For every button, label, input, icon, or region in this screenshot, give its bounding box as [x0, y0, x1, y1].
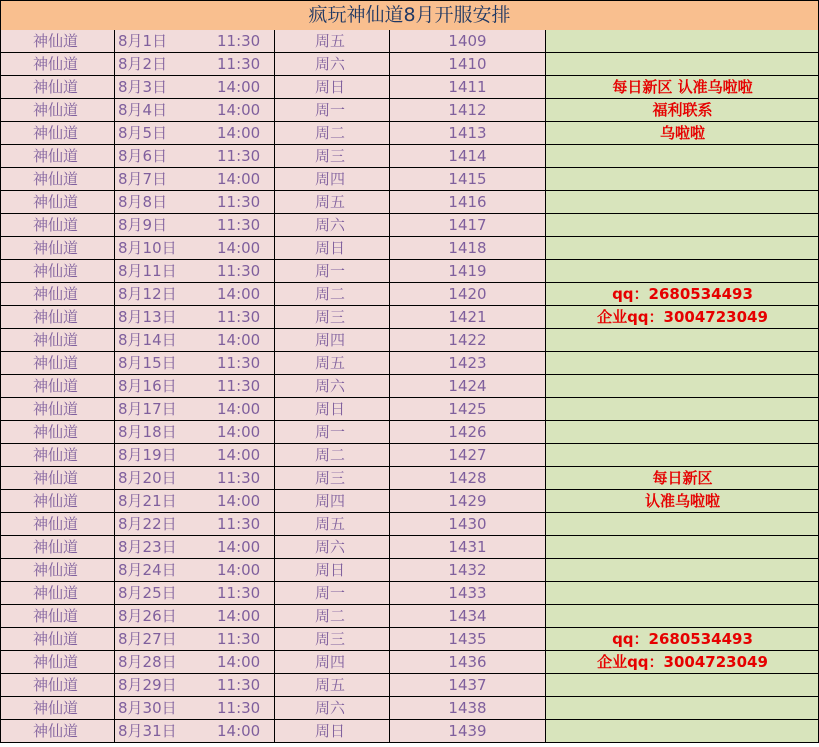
server-cell[interactable]: 1419 [390, 260, 546, 283]
sheet-title: 疯玩神仙道8月开服安排 [0, 0, 819, 30]
date-text: 8月1日 [118, 32, 168, 50]
date-text: 8月30日 [118, 699, 177, 717]
server-cell[interactable]: 1423 [390, 352, 546, 375]
date-text: 8月26日 [118, 607, 177, 625]
table-row [0, 30, 819, 53]
weekday-cell[interactable]: 周六 [275, 214, 390, 237]
table-row [0, 720, 819, 743]
date-time-cell[interactable] [115, 467, 275, 490]
date-time-cell[interactable] [115, 651, 275, 674]
game-cell[interactable]: 神仙道 [0, 329, 115, 352]
game-cell[interactable]: 神仙道 [0, 444, 115, 467]
date-time-cell[interactable] [115, 122, 275, 145]
date-time-cell[interactable] [115, 398, 275, 421]
date-time-cell[interactable] [115, 168, 275, 191]
date-text: 8月28日 [118, 653, 177, 671]
server-cell[interactable]: 1436 [390, 651, 546, 674]
table-row [0, 697, 819, 720]
server-cell[interactable]: 1431 [390, 536, 546, 559]
game-cell[interactable]: 神仙道 [0, 214, 115, 237]
time-text: 14:00 [217, 124, 261, 142]
server-cell[interactable]: 1417 [390, 214, 546, 237]
time-text: 11:30 [217, 699, 261, 717]
game-cell[interactable]: 神仙道 [0, 651, 115, 674]
weekday-cell[interactable]: 周五 [275, 513, 390, 536]
date-time-cell[interactable] [115, 720, 275, 743]
game-cell[interactable]: 神仙道 [0, 674, 115, 697]
date-text: 8月10日 [118, 239, 177, 257]
weekday-cell[interactable]: 周五 [275, 191, 390, 214]
date-time-cell[interactable] [115, 30, 275, 53]
notes-cell[interactable] [546, 329, 819, 352]
time-text: 11:30 [217, 55, 261, 73]
table-row [0, 559, 819, 582]
time-text: 11:30 [217, 584, 261, 602]
weekday-cell[interactable]: 周六 [275, 53, 390, 76]
table-row [0, 329, 819, 352]
date-time-cell[interactable] [115, 76, 275, 99]
game-cell[interactable]: 神仙道 [0, 697, 115, 720]
time-text: 14:00 [217, 492, 261, 510]
notes-cell[interactable] [546, 444, 819, 467]
time-text: 14:00 [217, 446, 261, 464]
time-text: 14:00 [217, 285, 261, 303]
weekday-cell[interactable]: 周一 [275, 582, 390, 605]
weekday-cell[interactable]: 周四 [275, 490, 390, 513]
notes-cell[interactable] [546, 697, 819, 720]
note-text: 企业qq：3004723049 [597, 653, 768, 671]
weekday-cell[interactable]: 周一 [275, 421, 390, 444]
game-cell[interactable]: 神仙道 [0, 513, 115, 536]
server-cell[interactable]: 1439 [390, 720, 546, 743]
time-text: 14:00 [217, 239, 261, 257]
server-cell[interactable]: 1437 [390, 674, 546, 697]
table-row [0, 536, 819, 559]
game-cell[interactable]: 神仙道 [0, 490, 115, 513]
weekday-cell[interactable]: 周五 [275, 352, 390, 375]
weekday-cell[interactable]: 周六 [275, 697, 390, 720]
notes-cell[interactable] [546, 720, 819, 743]
server-cell[interactable]: 1438 [390, 697, 546, 720]
date-time-cell[interactable] [115, 582, 275, 605]
date-text: 8月16日 [118, 377, 177, 395]
server-cell[interactable]: 1409 [390, 30, 546, 53]
server-cell[interactable]: 1420 [390, 283, 546, 306]
date-time-cell[interactable] [115, 329, 275, 352]
date-text: 8月15日 [118, 354, 177, 372]
table-row [0, 352, 819, 375]
weekday-cell[interactable]: 周五 [275, 30, 390, 53]
weekday-cell[interactable]: 周三 [275, 306, 390, 329]
date-time-cell[interactable] [115, 605, 275, 628]
table-row [0, 605, 819, 628]
note-text: qq：2680534493 [612, 285, 753, 303]
table-row [0, 582, 819, 605]
date-time-cell[interactable] [115, 352, 275, 375]
server-cell[interactable]: 1414 [390, 145, 546, 168]
server-cell[interactable]: 1426 [390, 421, 546, 444]
notes-cell[interactable] [546, 559, 819, 582]
time-text: 11:30 [217, 262, 261, 280]
date-text: 8月29日 [118, 676, 177, 694]
notes-cell[interactable] [546, 260, 819, 283]
game-cell[interactable]: 神仙道 [0, 191, 115, 214]
server-cell[interactable]: 1424 [390, 375, 546, 398]
time-text: 11:30 [217, 469, 261, 487]
server-cell[interactable]: 1429 [390, 490, 546, 513]
weekday-cell[interactable]: 周日 [275, 398, 390, 421]
server-cell[interactable]: 1415 [390, 168, 546, 191]
game-cell[interactable]: 神仙道 [0, 306, 115, 329]
date-text: 8月14日 [118, 331, 177, 349]
table-row [0, 260, 819, 283]
game-cell[interactable]: 神仙道 [0, 628, 115, 651]
date-time-cell[interactable] [115, 697, 275, 720]
date-time-cell[interactable] [115, 214, 275, 237]
notes-cell[interactable] [546, 168, 819, 191]
weekday-cell[interactable]: 周日 [275, 559, 390, 582]
date-text: 8月20日 [118, 469, 177, 487]
date-time-cell[interactable] [115, 536, 275, 559]
date-time-cell[interactable] [115, 674, 275, 697]
time-text: 14:00 [217, 101, 261, 119]
time-text: 14:00 [217, 331, 261, 349]
date-time-cell[interactable] [115, 53, 275, 76]
time-text: 11:30 [217, 515, 261, 533]
game-cell[interactable]: 神仙道 [0, 375, 115, 398]
server-cell[interactable]: 1410 [390, 53, 546, 76]
note-text: 企业qq：3004723049 [597, 308, 768, 326]
date-text: 8月8日 [118, 193, 168, 211]
table-row [0, 513, 819, 536]
time-text: 11:30 [217, 147, 261, 165]
server-cell[interactable]: 1412 [390, 99, 546, 122]
game-cell[interactable]: 神仙道 [0, 720, 115, 743]
date-time-cell[interactable] [115, 99, 275, 122]
game-cell[interactable]: 神仙道 [0, 237, 115, 260]
game-cell[interactable]: 神仙道 [0, 352, 115, 375]
weekday-cell[interactable]: 周三 [275, 628, 390, 651]
game-cell[interactable]: 神仙道 [0, 398, 115, 421]
table-row [0, 421, 819, 444]
date-text: 8月2日 [118, 55, 168, 73]
time-text: 14:00 [217, 400, 261, 418]
time-text: 11:30 [217, 354, 261, 372]
date-time-cell[interactable] [115, 628, 275, 651]
server-cell[interactable]: 1411 [390, 76, 546, 99]
notes-cell[interactable] [546, 352, 819, 375]
date-time-cell[interactable] [115, 237, 275, 260]
server-cell[interactable]: 1428 [390, 467, 546, 490]
date-text: 8月19日 [118, 446, 177, 464]
table-row [0, 375, 819, 398]
note-text: qq：2680534493 [612, 630, 753, 648]
server-cell[interactable]: 1413 [390, 122, 546, 145]
game-cell[interactable]: 神仙道 [0, 421, 115, 444]
weekday-cell[interactable]: 周一 [275, 99, 390, 122]
date-text: 8月24日 [118, 561, 177, 579]
date-time-cell[interactable] [115, 559, 275, 582]
game-cell[interactable]: 神仙道 [0, 605, 115, 628]
notes-cell[interactable] [546, 191, 819, 214]
game-cell[interactable]: 神仙道 [0, 30, 115, 53]
game-cell[interactable]: 神仙道 [0, 582, 115, 605]
date-text: 8月3日 [118, 78, 168, 96]
server-cell[interactable]: 1434 [390, 605, 546, 628]
server-cell[interactable]: 1433 [390, 582, 546, 605]
table-row [0, 398, 819, 421]
date-text: 8月4日 [118, 101, 168, 119]
table-row [0, 237, 819, 260]
date-time-cell[interactable] [115, 191, 275, 214]
date-text: 8月22日 [118, 515, 177, 533]
table-row [0, 145, 819, 168]
date-text: 8月25日 [118, 584, 177, 602]
table-row [0, 674, 819, 697]
weekday-cell[interactable]: 周四 [275, 168, 390, 191]
server-cell[interactable]: 1422 [390, 329, 546, 352]
server-cell[interactable]: 1432 [390, 559, 546, 582]
date-time-cell[interactable] [115, 490, 275, 513]
note-text: 认准乌啦啦 [644, 492, 720, 510]
date-text: 8月7日 [118, 170, 168, 188]
game-cell[interactable]: 神仙道 [0, 467, 115, 490]
date-text: 8月27日 [118, 630, 177, 648]
notes-cell[interactable] [546, 214, 819, 237]
time-text: 14:00 [217, 722, 261, 740]
game-cell[interactable]: 神仙道 [0, 122, 115, 145]
date-text: 8月12日 [118, 285, 177, 303]
server-cell[interactable]: 1421 [390, 306, 546, 329]
date-time-cell[interactable] [115, 306, 275, 329]
time-text: 14:00 [217, 561, 261, 579]
notes-cell[interactable] [546, 375, 819, 398]
weekday-cell[interactable]: 周二 [275, 283, 390, 306]
note-text: 每日新区 [652, 469, 713, 487]
date-text: 8月21日 [118, 492, 177, 510]
date-text: 8月5日 [118, 124, 168, 142]
notes-cell[interactable] [546, 582, 819, 605]
server-cell[interactable]: 1418 [390, 237, 546, 260]
date-text: 8月17日 [118, 400, 177, 418]
game-cell[interactable]: 神仙道 [0, 76, 115, 99]
time-text: 14:00 [217, 423, 261, 441]
notes-cell[interactable] [546, 674, 819, 697]
date-time-cell[interactable] [115, 145, 275, 168]
date-text: 8月13日 [118, 308, 177, 326]
game-cell[interactable]: 神仙道 [0, 536, 115, 559]
server-cell[interactable]: 1430 [390, 513, 546, 536]
weekday-cell[interactable]: 周五 [275, 674, 390, 697]
game-cell[interactable]: 神仙道 [0, 559, 115, 582]
date-time-cell[interactable] [115, 444, 275, 467]
weekday-cell[interactable]: 周日 [275, 720, 390, 743]
notes-cell[interactable] [546, 398, 819, 421]
game-cell[interactable]: 神仙道 [0, 283, 115, 306]
table-row [0, 191, 819, 214]
time-text: 11:30 [217, 216, 261, 234]
time-text: 14:00 [217, 170, 261, 188]
weekday-cell[interactable]: 周四 [275, 329, 390, 352]
date-text: 8月18日 [118, 423, 177, 441]
time-text: 14:00 [217, 653, 261, 671]
time-text: 11:30 [217, 193, 261, 211]
game-cell[interactable]: 神仙道 [0, 168, 115, 191]
game-cell[interactable]: 神仙道 [0, 145, 115, 168]
weekday-cell[interactable]: 周三 [275, 145, 390, 168]
time-text: 11:30 [217, 630, 261, 648]
server-cell[interactable]: 1427 [390, 444, 546, 467]
time-text: 14:00 [217, 538, 261, 556]
weekday-cell[interactable]: 周六 [275, 536, 390, 559]
table-row [0, 53, 819, 76]
notes-cell[interactable] [546, 53, 819, 76]
date-text: 8月31日 [118, 722, 177, 740]
weekday-cell[interactable]: 周二 [275, 605, 390, 628]
weekday-cell[interactable]: 周二 [275, 122, 390, 145]
table-row [0, 214, 819, 237]
schedule-table [0, 30, 819, 747]
date-time-cell[interactable] [115, 260, 275, 283]
server-cell[interactable]: 1416 [390, 191, 546, 214]
notes-cell[interactable] [546, 605, 819, 628]
notes-cell[interactable] [546, 30, 819, 53]
notes-cell[interactable] [546, 536, 819, 559]
weekday-cell[interactable]: 周日 [275, 237, 390, 260]
game-cell[interactable]: 神仙道 [0, 99, 115, 122]
note-text: 每日新区 认准乌啦啦 [612, 78, 753, 96]
time-text: 11:30 [217, 32, 261, 50]
weekday-cell[interactable]: 周二 [275, 444, 390, 467]
weekday-cell[interactable]: 周六 [275, 375, 390, 398]
table-row [0, 168, 819, 191]
time-text: 11:30 [217, 377, 261, 395]
notes-cell[interactable] [546, 237, 819, 260]
date-time-cell[interactable] [115, 513, 275, 536]
server-cell[interactable]: 1435 [390, 628, 546, 651]
time-text: 11:30 [217, 308, 261, 326]
time-text: 14:00 [217, 78, 261, 96]
weekday-cell[interactable]: 周三 [275, 467, 390, 490]
note-text: 乌啦啦 [659, 124, 705, 142]
time-text: 11:30 [217, 676, 261, 694]
game-cell[interactable]: 神仙道 [0, 260, 115, 283]
note-text: 福利联系 [652, 101, 713, 119]
date-text: 8月9日 [118, 216, 168, 234]
date-time-cell[interactable] [115, 283, 275, 306]
table-row [0, 444, 819, 467]
date-text: 8月23日 [118, 538, 177, 556]
date-time-cell[interactable] [115, 421, 275, 444]
time-text: 14:00 [217, 607, 261, 625]
notes-cell[interactable] [546, 421, 819, 444]
date-time-cell[interactable] [115, 375, 275, 398]
notes-cell[interactable] [546, 145, 819, 168]
weekday-cell[interactable]: 周日 [275, 76, 390, 99]
weekday-cell[interactable]: 周一 [275, 260, 390, 283]
game-cell[interactable]: 神仙道 [0, 53, 115, 76]
notes-cell[interactable] [546, 513, 819, 536]
weekday-cell[interactable]: 周四 [275, 651, 390, 674]
date-text: 8月11日 [118, 262, 177, 280]
date-text: 8月6日 [118, 147, 168, 165]
server-cell[interactable]: 1425 [390, 398, 546, 421]
